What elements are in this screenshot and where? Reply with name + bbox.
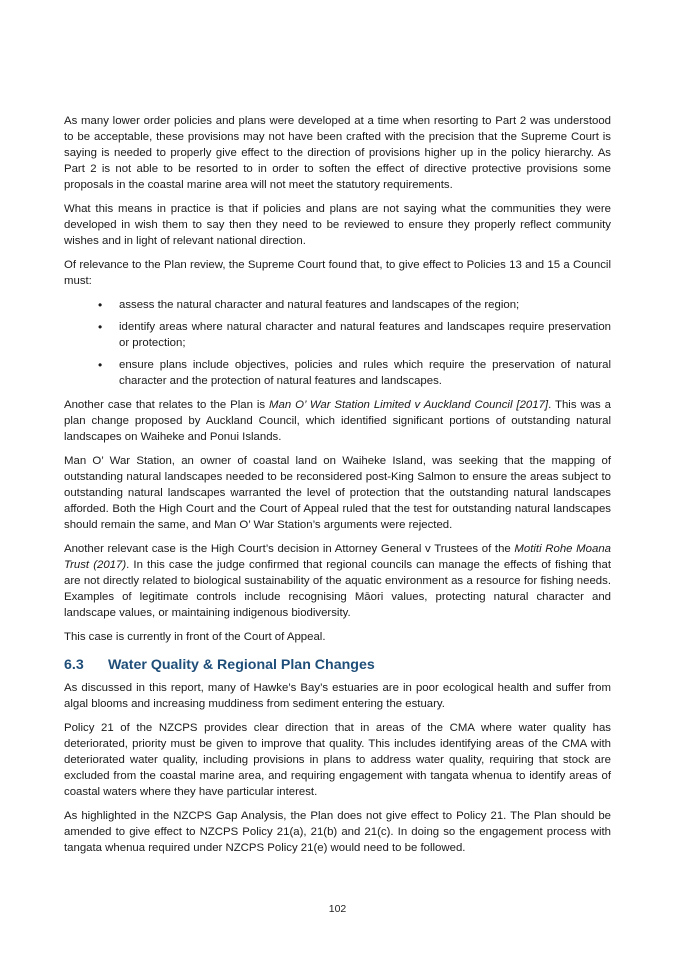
list-item-text: ensure plans include objectives, policies and rules which require the preservation of natural character and the protection of natural features and landscapes. [119, 359, 611, 387]
section-number: 6.3 [64, 657, 84, 673]
paragraph-policy-21: Policy 21 of the NZCPS provides clear direction that in areas of the CMA where water quality has deteriorated, priority must be given to improve that quality. This includes identifying areas of the CMA with deteriorated water quality, including provisions in plans to address water quality, requiring that stock are excluded from the coastal marine area, and requiring engagement with tangata whenua to identify areas of coastal waters where they have particular interest. [64, 722, 611, 798]
bullet-icon: • [98, 298, 103, 312]
list-item-text: identify areas where natural character and natural features and landscapes require preservation or protection; [119, 321, 611, 349]
council-requirements-list [64, 297, 611, 389]
paragraph-supreme-court-finding: Of relevance to the Plan review, the Supreme Court found that, to give effect to Policies 13 and 15 a Council must: [64, 259, 611, 287]
paragraph-text: Another relevant case is the High Court’s decision in Attorney General v Trustees of the [64, 543, 515, 555]
list-item [64, 357, 611, 389]
bullet-icon: • [98, 358, 103, 372]
list-item-text: assess the natural character and natural features and landscapes of the region; [119, 299, 520, 311]
paragraph-text: . In this case the judge confirmed that regional councils can manage the effects of fishing that are not directly related to biological sustainability of the aquatic environment as a resource for fishing needs. Examples of legitimate controls include recognising Māori values, protecting natural character and landscape values, or maintaining indigenous biodiversity. [64, 559, 611, 619]
paragraph-motiti-case [64, 541, 611, 621]
page-number: 102 [328, 903, 347, 915]
list-item [64, 297, 611, 313]
case-citation: Man O’ War Station Limited v Auckland Council [2017] [269, 399, 549, 411]
case-citation: Motiti Rohe Moana Trust (2017) [64, 543, 611, 571]
section-title: Water Quality & Regional Plan Changes [108, 657, 375, 673]
paragraph-practice-meaning: What this means in practice is that if policies and plans are not saying what the communities they were developed in wish them to say then they need to be reviewed to ensure they properly reflect community wishes and in light of relevant national direction. [64, 203, 611, 247]
paragraph-court-of-appeal: This case is currently in front of the Court of Appeal. [64, 631, 326, 643]
paragraph-text: Another case that relates to the Plan is [64, 399, 270, 411]
list-item [64, 319, 611, 351]
paragraph-man-o-war-case [64, 397, 611, 445]
paragraph-man-o-war-station: Man O’ War Station, an owner of coastal land on Waiheke Island, was seeking that the mapping of outstanding natural landscapes needed to be reconsidered post-King Salmon to ensure the areas subject to outstanding natural landscapes warranted the level of protection that the outstanding natural landscapes afforded. Both the High Court and the Court of Appeal ruled that the test for outstanding natural landscapes should remain the same, and Man O’ War Station’s arguments were rejected. [64, 455, 611, 531]
bullet-icon: • [98, 320, 103, 334]
paragraph-gap-analysis: As highlighted in the NZCPS Gap Analysis, the Plan does not give effect to Policy 21. The Plan should be amended to give effect to NZCPS Policy 21(a), 21(b) and 21(c). In doing so the engagement process with tangata whenua required under NZCPS Policy 21(e) would need to be followed. [64, 810, 611, 854]
section-heading [64, 656, 611, 674]
paragraph-part2-provisions: As many lower order policies and plans were developed at a time when resorting to Part 2 was understood to be acceptable, these provisions may not have been crafted with the precision that the Supreme Court is saying is needed to properly give effect to the direction of provisions higher up in the policy hierarchy. As Part 2 is not able to be resorted to in order to soften the effect of directive protective provisions some proposals in the coastal marine area will not meet the statutory requirements. [64, 115, 611, 191]
paragraph-estuaries: As discussed in this report, many of Hawke’s Bay’s estuaries are in poor ecological health and suffer from algal blooms and increasing muddiness from sediment entering the estuary. [64, 682, 611, 710]
paragraph-text: . This was a plan change proposed by Auckland Council, which identified significant portions of outstanding natural landscapes on Waiheke and Ponui Islands. [64, 399, 611, 443]
